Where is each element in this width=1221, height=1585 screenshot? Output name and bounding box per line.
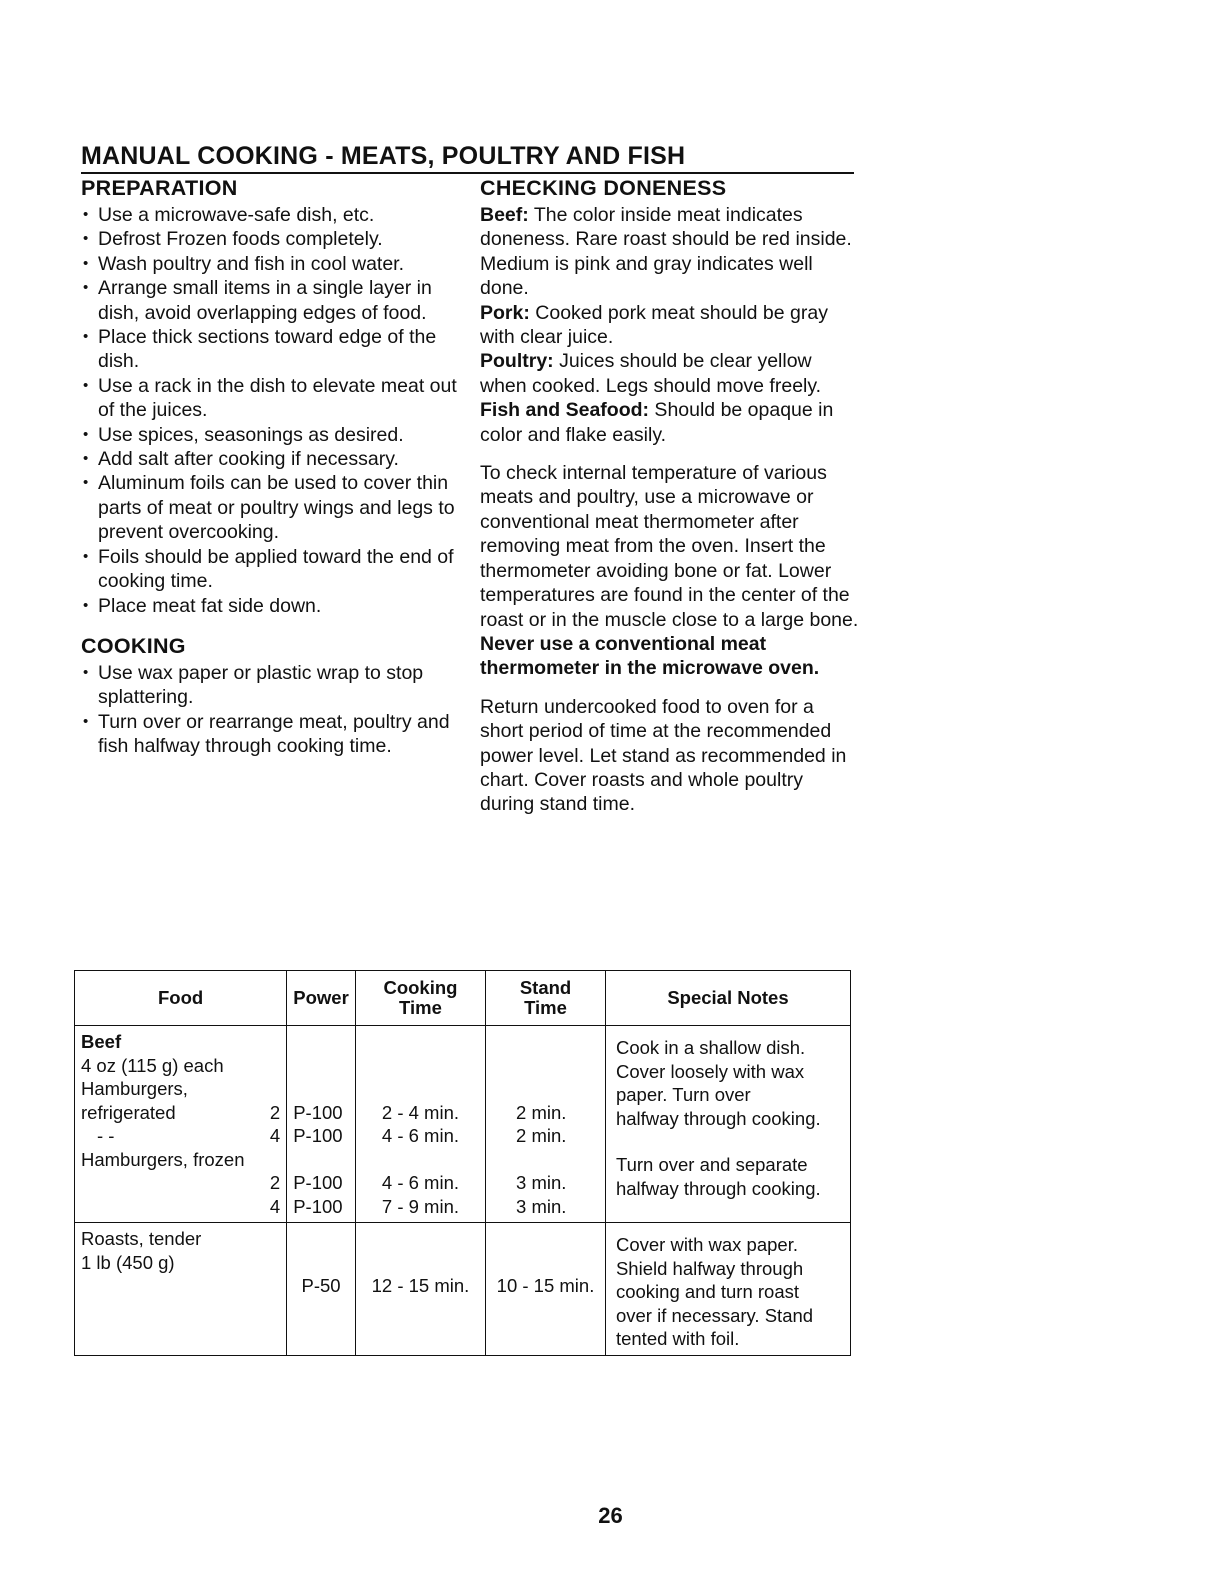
- right-column: [480, 176, 860, 817]
- roast-time-cell: 12 - 15 min.: [355, 1223, 485, 1356]
- poultry-doneness: Poultry: Juices should be clear yellow when cooked. Legs should move freely.: [480, 350, 822, 397]
- header-power: Power: [287, 971, 356, 1026]
- roast-power-cell: P-50: [287, 1223, 356, 1356]
- beef-food-cell: Beef 4 oz (115 g) each Hamburgers, refrigerated 2 - - 4 Hamburgers, frozen 2 4: [75, 1026, 287, 1223]
- list-item: • Use a rack in the dish to elevate meat out of the juices.: [81, 374, 459, 423]
- cooking-list: [81, 661, 459, 759]
- preparation-list: [81, 203, 459, 618]
- beef-stand-cell: 2 min. 2 min. 3 min. 3 min.: [486, 1026, 606, 1223]
- roast-notes-cell: Cover with wax paper. Shield halfway through cooking and turn roast over if necessary. Stand tented with foil.: [605, 1223, 850, 1356]
- list-item: • Defrost Frozen foods completely.: [81, 227, 459, 251]
- list-item: • Arrange small items in a single layer in dish, avoid overlapping edges of food.: [81, 276, 459, 325]
- beef-notes-cell: Cook in a shallow dish. Cover loosely with wax paper. Turn over halfway through cooking. Turn over and separate halfway through cooking.: [605, 1026, 850, 1223]
- preparation-heading: PREPARATION: [81, 176, 238, 200]
- list-item: • Use wax paper or plastic wrap to stop splattering.: [81, 661, 459, 710]
- beef-power-cell: P-100 P-100 P-100 P-100: [287, 1026, 356, 1223]
- roast-food-cell: Roasts, tender 1 lb (450 g): [75, 1223, 287, 1356]
- header-food: Food: [75, 971, 287, 1026]
- table-header-row: [75, 971, 851, 1026]
- list-item: • Place meat fat side down.: [81, 594, 459, 618]
- page-number: 26: [598, 1503, 623, 1528]
- list-item: • Use a microwave-safe dish, etc.: [81, 203, 459, 227]
- cooking-heading: COOKING: [81, 633, 186, 658]
- list-item: • Wash poultry and fish in cool water.: [81, 252, 459, 276]
- list-item: • Place thick sections toward edge of the dish.: [81, 325, 459, 374]
- fish-doneness: Fish and Seafood: Should be opaque in color and flake easily.: [480, 399, 834, 446]
- doneness-heading: CHECKING DONENESS: [480, 176, 727, 200]
- table-row: [75, 1026, 851, 1223]
- cooking-chart: [74, 970, 851, 1356]
- beef-doneness: Beef: The color inside meat indicates doneness. Rare roast should be red inside. Medium is pink and gray indicates well done.: [480, 204, 852, 300]
- pork-doneness: Pork: Cooked pork meat should be gray with clear juice.: [480, 301, 828, 349]
- page-title: MANUAL COOKING - MEATS, POULTRY AND FISH: [81, 142, 854, 174]
- thermometer-warning: Never use a conventional meat thermometer in the microwave oven.: [480, 632, 820, 680]
- list-item: • Use spices, seasonings as desired.: [81, 423, 459, 447]
- return-paragraph: Return undercooked food to oven for a short period of time at the recommended power level. Let stand as recommended in chart. Cover roasts and whole poultry during stand time.: [480, 695, 847, 816]
- list-item: • Aluminum foils can be used to cover thin parts of meat or poultry wings and legs to prevent overcooking.: [81, 471, 459, 544]
- header-special-notes: Special Notes: [605, 971, 850, 1026]
- beef-time-cell: 2 - 4 min. 4 - 6 min. 4 - 6 min. 7 - 9 min.: [355, 1026, 485, 1223]
- header-cooking-time: Cooking Time: [355, 971, 485, 1026]
- list-item: • Foils should be applied toward the end of cooking time.: [81, 545, 459, 594]
- thermometer-paragraph: To check internal temperature of various meats and poultry, use a microwave or conventional meat thermometer after removing meat from the oven. Insert the thermometer avoiding bone or fat. Lower temperatures are found in the center of the roast or in the muscle close to a large bone. Never use a conventional meat thermometer in the microwave oven.: [480, 462, 859, 680]
- header-stand-time: Stand Time: [486, 971, 606, 1026]
- list-item: • Turn over or rearrange meat, poultry and fish halfway through cooking time.: [81, 710, 459, 759]
- list-item: • Add salt after cooking if necessary.: [81, 447, 459, 471]
- table-row: [75, 1223, 851, 1356]
- roast-stand-cell: 10 - 15 min.: [486, 1223, 606, 1356]
- left-column: [81, 176, 459, 759]
